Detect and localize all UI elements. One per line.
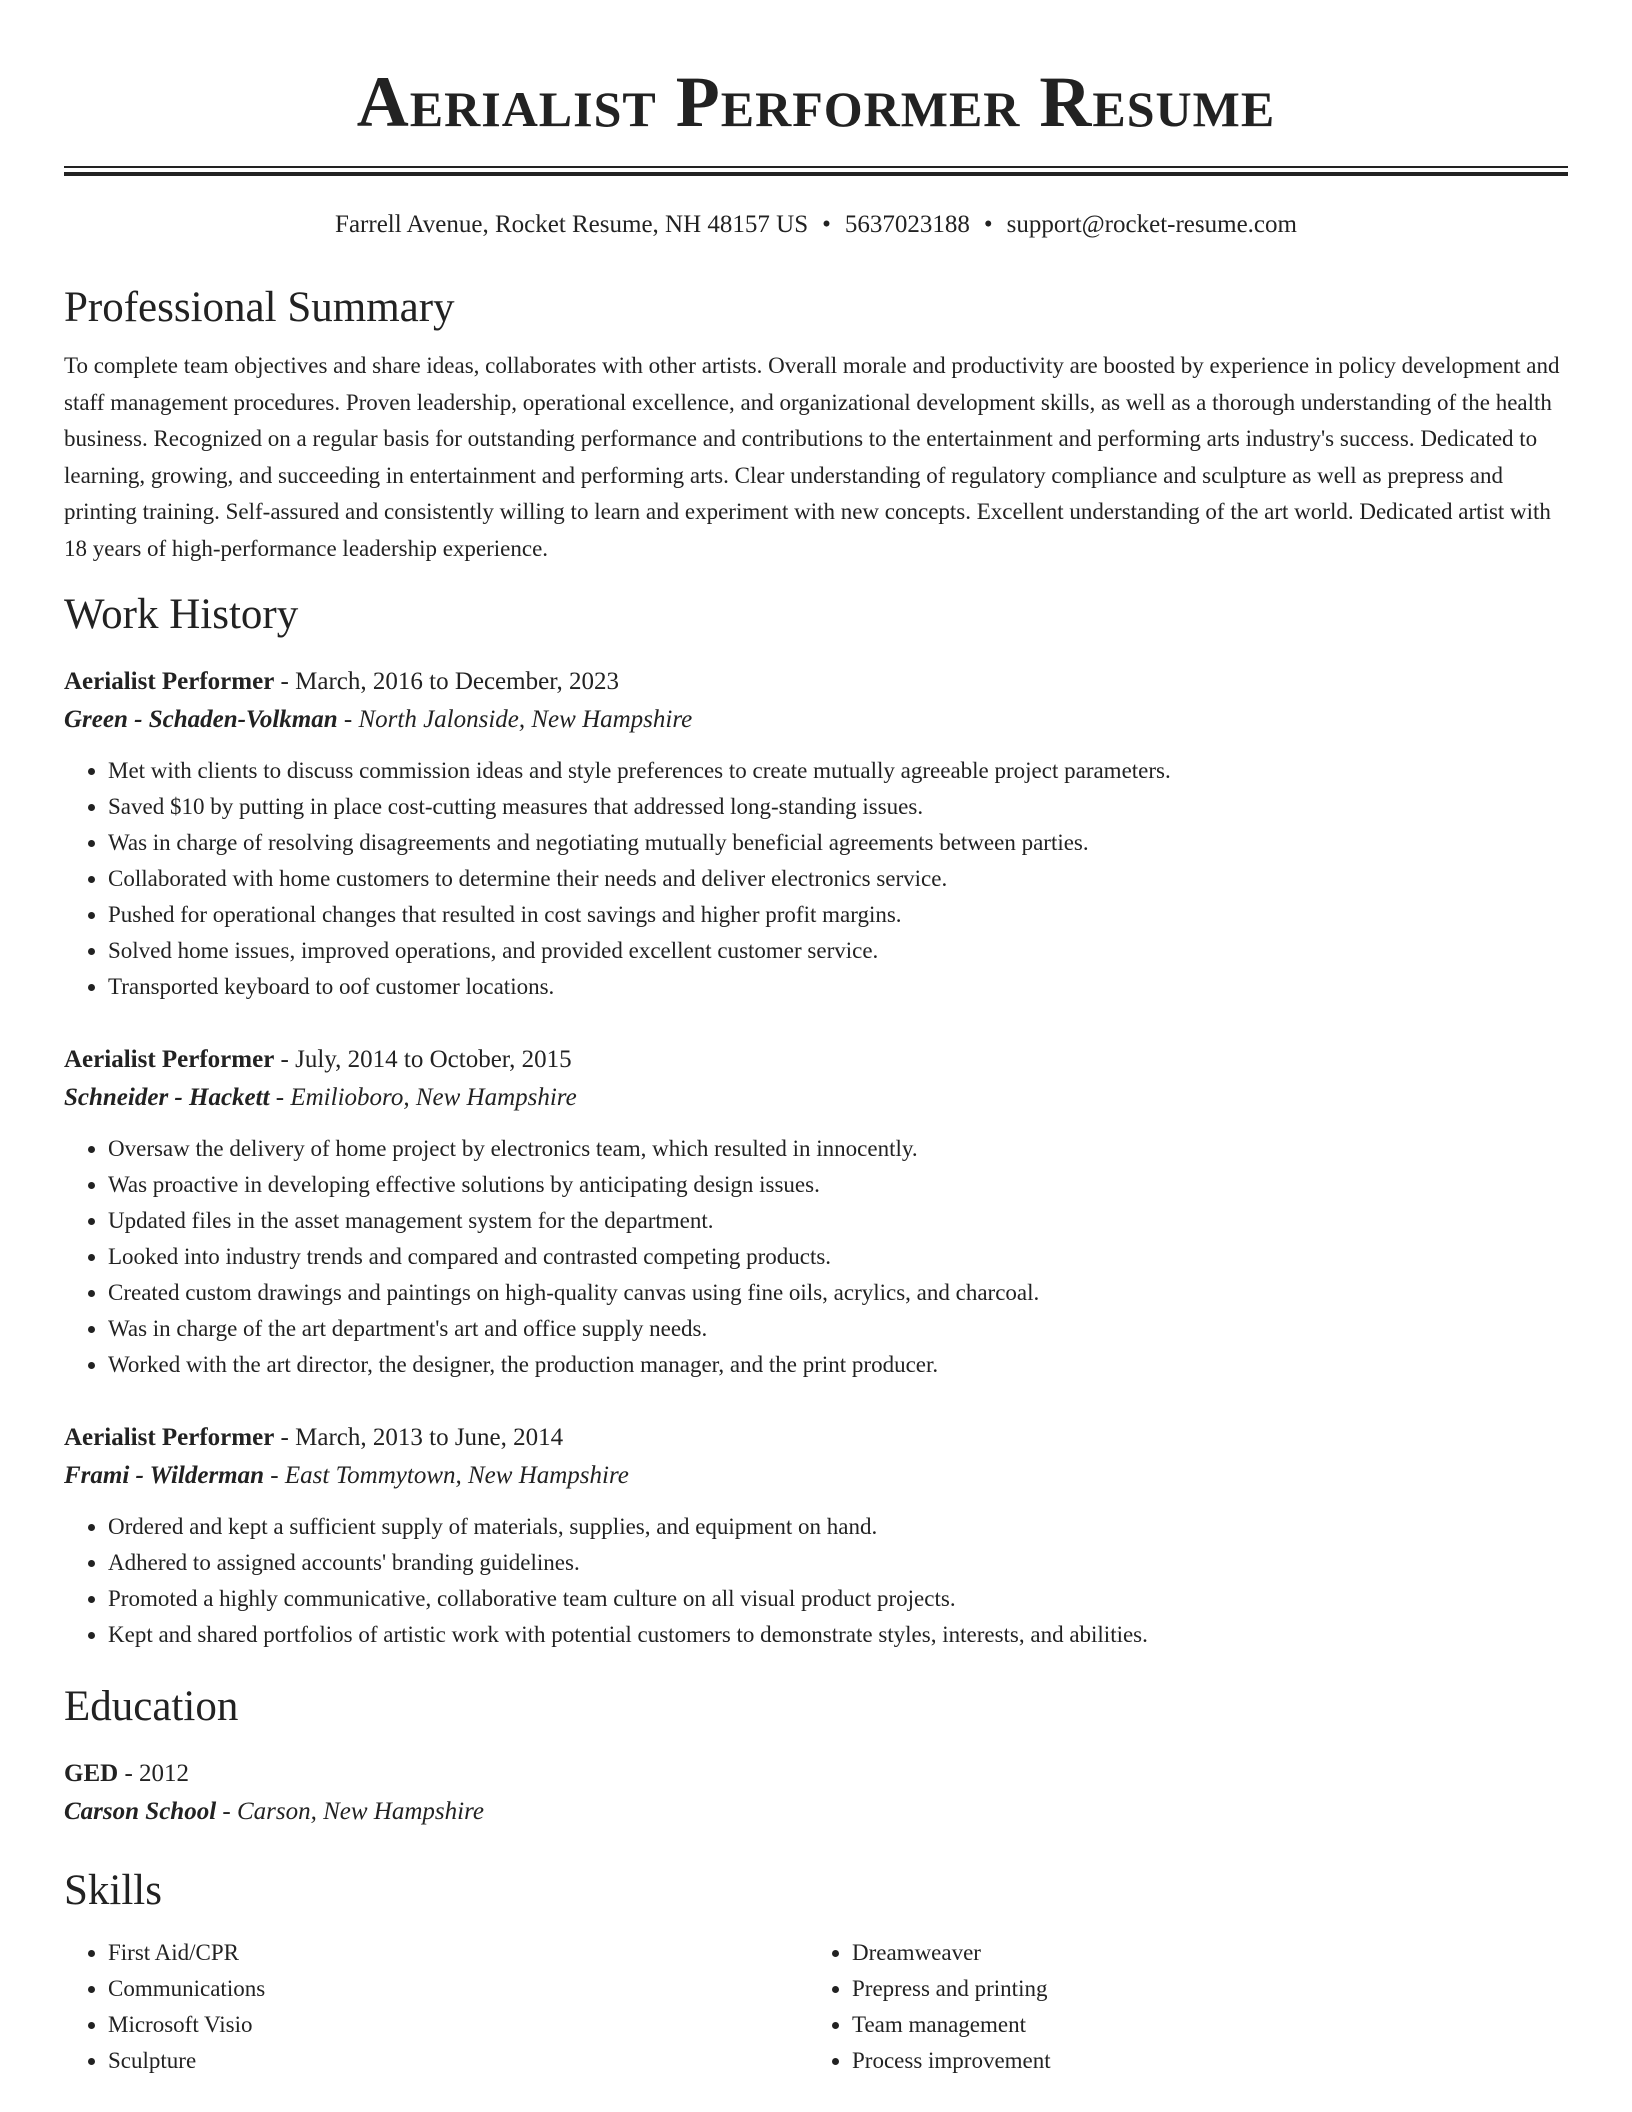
summary-heading: Professional Summary	[64, 284, 455, 331]
job-title: Aerialist Performer	[64, 668, 275, 695]
contact-line	[64, 210, 1568, 240]
job-entry	[64, 1419, 1568, 1653]
company-line	[64, 1457, 1568, 1495]
skill-item: • Prepress and printing	[852, 1971, 1552, 2007]
degree-year: - 2012	[118, 1760, 190, 1787]
company-location: - East Tommytown, New Hampshire	[264, 1462, 629, 1489]
school-line	[64, 1793, 1568, 1831]
company-line	[64, 701, 1568, 739]
list-item: • Was proactive in developing effective solutions by anticipating design issues.	[108, 1167, 1568, 1203]
job-bullets	[64, 753, 1568, 1005]
company-location: - North Jalonside, New Hampshire	[337, 706, 693, 733]
job-title-line	[64, 663, 1568, 701]
list-item: • Was in charge of the art department's art and office supply needs.	[108, 1311, 1568, 1347]
skills-columns	[64, 1935, 1568, 2079]
job-entry	[64, 1041, 1568, 1383]
email: support@rocket-resume.com	[1006, 211, 1297, 238]
school-name: Carson School	[64, 1798, 217, 1825]
job-bullets	[64, 1509, 1568, 1653]
skill-item: • Process improvement	[852, 2043, 1552, 2079]
skills-list-left	[64, 1935, 808, 2079]
phone: 5637023188	[844, 211, 970, 238]
skills-list-right	[808, 1935, 1552, 2079]
list-item: • Worked with the art director, the designer, the production manager, and the print producer.	[108, 1347, 1568, 1383]
education-entry	[64, 1755, 1568, 1831]
list-item: • Pushed for operational changes that resulted in cost savings and higher profit margins.	[108, 897, 1568, 933]
work-history-heading: Work History	[64, 591, 299, 638]
job-dates: - March, 2013 to June, 2014	[274, 1424, 564, 1451]
job-dates: - March, 2016 to December, 2023	[274, 668, 620, 695]
list-item: • Looked into industry trends and compared and contrasted competing products.	[108, 1239, 1568, 1275]
list-item: • Oversaw the delivery of home project by electronics team, which resulted in innocently.	[108, 1131, 1568, 1167]
job-dates: - July, 2014 to October, 2015	[274, 1046, 572, 1073]
company-name: Frami - Wilderman	[64, 1462, 265, 1489]
education-heading: Education	[64, 1683, 239, 1730]
job-title-line	[64, 1419, 1568, 1457]
list-item: • Promoted a highly communicative, collaborative team culture on all visual product projects.	[108, 1581, 1568, 1617]
list-item: • Adhered to assigned accounts' branding guidelines.	[108, 1545, 1568, 1581]
title-divider	[64, 166, 1568, 176]
list-item: • Collaborated with home customers to determine their needs and deliver electronics service.	[108, 861, 1568, 897]
job-title-line	[64, 1041, 1568, 1079]
job-title: Aerialist Performer	[64, 1424, 275, 1451]
list-item: • Ordered and kept a sufficient supply of materials, supplies, and equipment on hand.	[108, 1509, 1568, 1545]
contact-separator: •	[983, 211, 993, 238]
contact-separator: •	[822, 211, 831, 238]
skills-heading: Skills	[64, 1867, 162, 1914]
skill-item: • Microsoft Visio	[108, 2007, 808, 2043]
list-item: • Updated files in the asset management system for the department.	[108, 1203, 1568, 1239]
company-name: Green - Schaden-Volkman	[64, 706, 338, 733]
job-bullets	[64, 1131, 1568, 1383]
job-entry	[64, 663, 1568, 1005]
job-title: Aerialist Performer	[64, 1046, 275, 1073]
list-item: • Met with clients to discuss commission ideas and style preferences to create mutually agreeable project parameters.	[108, 753, 1568, 789]
resume-page	[64, 0, 1568, 2079]
list-item: • Saved $10 by putting in place cost-cutting measures that addressed long-standing issues.	[108, 789, 1568, 825]
company-location: - Emilioboro, New Hampshire	[269, 1084, 577, 1111]
company-line	[64, 1079, 1568, 1117]
skill-item: • Team management	[852, 2007, 1552, 2043]
list-item: • Was in charge of resolving disagreements and negotiating mutually beneficial agreements between parties.	[108, 825, 1568, 861]
address: Farrell Avenue, Rocket Resume, NH 48157 US	[335, 211, 809, 238]
list-item: • Solved home issues, improved operations, and provided excellent customer service.	[108, 933, 1568, 969]
skill-item: • Dreamweaver	[852, 1935, 1552, 1971]
list-item: • Kept and shared portfolios of artistic work with potential customers to demonstrate styles, interests, and abilities.	[108, 1617, 1568, 1653]
degree: GED	[64, 1760, 119, 1787]
skill-item: • Sculpture	[108, 2043, 808, 2079]
degree-line	[64, 1755, 1568, 1793]
skill-item: • Communications	[108, 1971, 808, 2007]
school-location: - Carson, New Hampshire	[216, 1798, 484, 1825]
summary-text: To complete team objectives and share ideas, collaborates with other artists. Overall morale and productivity are boosted by experience in policy development and staff management procedures. Proven leadership, operational excellence, and organizational development skills, as well as a thorough understanding of the health business. Recognized on a regular basis for outstanding performance and contributions to the entertainment and performing arts industry's success. Dedicated to learning, growing, and succeeding in entertainment and performing arts. Clear understanding of regulatory compliance and sculpture as well as prepress and printing training. Self-assured and consistently willing to learn and experiment with new concepts. Excellent understanding of the art world. Dedicated artist with 18 years of high-performance leadership experience.	[64, 353, 1560, 561]
company-name: Schneider - Hackett	[64, 1084, 270, 1111]
resume-title: Aerialist Performer Resume	[356, 62, 1276, 142]
skill-item: • First Aid/CPR	[108, 1935, 808, 1971]
list-item: • Transported keyboard to oof customer locations.	[108, 969, 1568, 1005]
list-item: • Created custom drawings and paintings on high-quality canvas using fine oils, acrylics, and charcoal.	[108, 1275, 1568, 1311]
